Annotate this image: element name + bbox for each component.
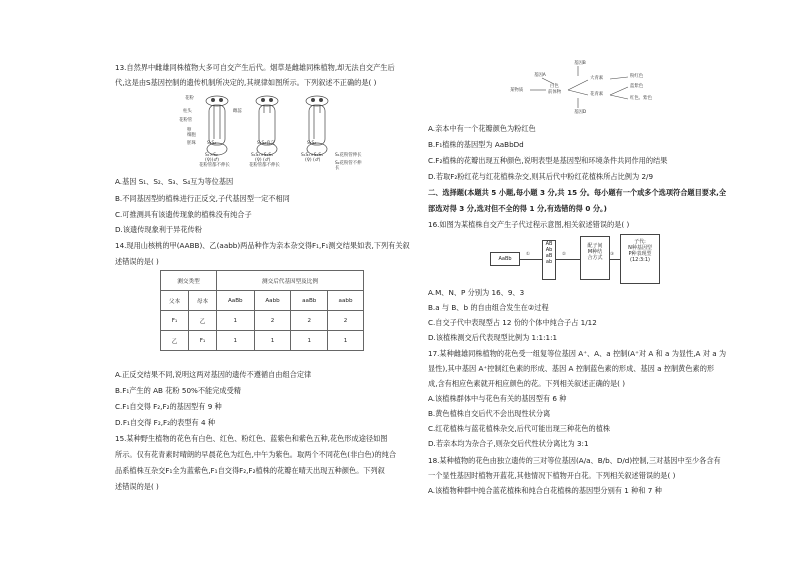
label-egg: 卵 — [187, 128, 192, 133]
label-pollen-tube: 花粉管 — [179, 118, 193, 123]
step2-label: ② — [562, 252, 566, 257]
table-cell: 1 — [291, 331, 328, 351]
white-label: 白色 — [550, 84, 559, 89]
q16-option-a: A.M、N、P 分别为 16、9、3 — [428, 288, 525, 297]
q17-option-d: D.若亲本均为杂合子,则杂交后代性状分离比为 3:1 — [428, 439, 589, 448]
gene-b-label: 基因B — [574, 61, 586, 66]
g1-cap1: (♀)(♂) — [205, 158, 220, 163]
arrow-line-2 — [556, 259, 580, 260]
gene-a-label: 基因A — [534, 73, 546, 78]
th-result: 测交后代基因型及比例 — [217, 271, 364, 291]
th-aabb1: AaBb — [217, 291, 255, 311]
pathway-arrows — [510, 58, 670, 118]
table-cell: 2 — [291, 311, 328, 331]
pigment2-label: 花青素 — [590, 92, 604, 97]
section2-heading-line1: 二、选择题(本题共 5 小题,每小题 3 分,共 15 分。每小题有一个或多个选项符合题目要求,全 — [428, 188, 727, 197]
g3-cap2: S₁花粉管伸长 — [335, 153, 362, 158]
q17-option-b: B.黄色植株自交后代不会出现性状分离 — [428, 409, 551, 418]
q14-option-a: A.正反交结果不同,说明这两对基因的遗传不遵循自由组合定律 — [115, 370, 312, 379]
table-cell: 1 — [217, 331, 255, 351]
q17-option-c: C.红花植株与蓝花植株杂交,后代可能出现三种花色的植株 — [428, 424, 611, 433]
arrow-line-3 — [610, 259, 620, 260]
label-style: 柱头 — [183, 109, 192, 114]
table-cell: 2 — [328, 311, 364, 331]
step3-label: ③ — [610, 252, 614, 257]
q16-option-c: C.自交子代中表现型占 12 份的个体中纯合子占 1/12 — [428, 318, 597, 327]
q14-table — [160, 270, 364, 351]
th-aabb2: Aabb — [254, 291, 291, 311]
table-cell: 1 — [328, 331, 364, 351]
gene-d-label: 基因D — [574, 110, 587, 115]
gametes-box — [542, 240, 556, 280]
table-cell: 乙 — [189, 311, 217, 331]
q17-stem-line1: 17.某种雌雄同株植物的花色受一组复等位基因 A⁺、A、a 控制(A⁺对 A 和 a 为显性,A 对 a 为 — [428, 349, 727, 358]
table-cell: 1 — [254, 331, 291, 351]
g3-cap1: (♀) (♂) — [305, 158, 321, 163]
result-red-purple: 红色、紫色 — [630, 96, 652, 101]
q15-stem-line3: 品系植株互杂交F₁全为蓝紫色,F₁自交得F₂,F₂植株的花瓣在晴天出现五种颜色。下列叙 — [115, 466, 385, 475]
q15-option-a: A.亲本中有一个花瓣颜色为粉红色 — [428, 124, 536, 133]
table-cell: F₁ — [189, 331, 217, 351]
result-pink: 粉红色 — [630, 74, 644, 79]
offspring-line4: (12:3:1) — [630, 257, 650, 263]
q18-stem-line1: 18.某种植物的花色由独立遗传的三对等位基因(A/a、B/b、D/d)控制,三对基因中至少各含有 — [428, 456, 721, 465]
g3-bot2: S₁S₂×S₃S₄ — [301, 153, 323, 158]
q15-stem-line1: 15.某种野生植物的花色有白色、红色、粉红色、蓝紫色和紫色五种,花色形成途径如图 — [115, 434, 388, 443]
g3-cap3: S₂花粉管不伸长 — [335, 161, 362, 171]
section2-heading-line2: 部选对得 3 分,选对但不全的得 1 分,有选错的得 0 分。) — [428, 204, 607, 213]
q13-figure — [179, 91, 365, 171]
result-bluepurple: 蓝紫色 — [630, 84, 644, 89]
q14-option-b: B.F₁产生的 AB 花粉 50%不能完成受精 — [115, 386, 241, 395]
g1-cap2: 花粉管都不伸长 — [199, 163, 230, 168]
label-pistil: 雌蕊 — [233, 109, 242, 114]
precursor-label: 前体物 — [548, 90, 562, 95]
q15-pathway-figure — [510, 58, 670, 118]
table-cell: 1 — [217, 311, 255, 331]
g1-bot1: S₁S₂ — [207, 141, 217, 146]
th-aabb3: aaBb — [291, 291, 328, 311]
offspring-line3: P种表现型 — [628, 251, 652, 257]
label-cell: 细胞 — [187, 133, 196, 138]
g2-bot1: S₁S₂自交 — [257, 141, 275, 146]
offspring-line2: N种基因型 — [628, 245, 652, 251]
mating-line3: 合方式 — [587, 255, 603, 261]
q13-option-a: A.基因 S₁、S₂、S₃、S₄互为等位基因 — [115, 177, 234, 186]
q13-stem-line1: 13.自然界中雌雄同株植物大多可自交产生后代。烟草是雌雄同株植物,却无法自交产生后 — [115, 63, 395, 72]
label-pollen: 花粉 — [185, 96, 194, 101]
q15-stem-line2: 所示。仅有花青素时晴朗的早晨花色为红色,中午为紫色。取两个不同花色(非白色)的纯合 — [115, 450, 397, 459]
table-row — [161, 331, 364, 351]
label-ovule: 胚珠 — [187, 141, 196, 146]
q17-stem-line3: 成,含有相应色素就开相应颜色的花。下列相关叙述正确的是( ) — [428, 379, 626, 388]
g2-cap2: 花粉管都不伸长 — [249, 163, 280, 168]
table-cell: F₁ — [161, 311, 189, 331]
q16-option-d: D.该植株测交后代表现型比例为 1:1:1:1 — [428, 333, 558, 342]
g1-bot2: S₁×S₂ — [205, 153, 218, 158]
pigment1-label: 大青素 — [590, 76, 604, 81]
q13-option-d: D.该遗传现象利于异花传粉 — [115, 225, 202, 234]
gamete-ab-1: AB — [545, 241, 553, 247]
g3-bot1: S₁S₂ — [307, 141, 317, 146]
g2-cap1: (♀) (♂) — [255, 158, 271, 163]
th-father: 父本 — [161, 291, 189, 311]
gamete-ab-2: Ab — [545, 247, 553, 253]
g2-bot2: S₁S₂×S₃S₄ — [251, 153, 273, 158]
table-row — [161, 311, 364, 331]
q16-option-b: B.a 与 B、b 的自由组合发生在②过程 — [428, 303, 549, 312]
th-cross-type: 测交类型 — [161, 271, 217, 291]
th-mother: 母本 — [189, 291, 217, 311]
q14-option-d: D.F₁自交得 F₂,F₂的表型有 4 种 — [115, 418, 216, 427]
q18-option-a: A.该植物种群中纯合蓝花植株和纯合白花植株的基因型分别有 1 种和 7 种 — [428, 486, 662, 495]
mating-line1: 配子间 — [587, 243, 603, 249]
q13-stem-line2: 代,这是由S基因控制的遗传机制所决定的,其规律如图所示。下列叙述不正确的是( ) — [115, 78, 377, 87]
th-aabb4: aabb — [328, 291, 364, 311]
q14-stem-line2: 述错误的是( ) — [115, 257, 159, 266]
gamete-ab-4: ab — [545, 259, 553, 265]
q14-option-c: C.F₁自交得 F₂,F₂的基因型有 9 种 — [115, 402, 222, 411]
q17-stem-line2: 显性),其中基因 A⁺控制红色素的形成、基因 A 控制蓝色素的形成、基因 a 控制黄色素的形 — [428, 364, 715, 373]
q15-option-c: C.F₂植株的花瓣出现五种颜色,说明表型是基因型和环境条件共同作用的结果 — [428, 156, 668, 165]
q14-stem-line1: 14.现用山核桃的甲(AABB)、乙(aabb)两品种作为亲本杂交得F₁,F₁测交结果如表,下列有关叙 — [115, 241, 410, 250]
q15-option-d: D.若取F₂粉红花与红花植株杂交,则其后代中粉红花植株所占比例为 2/9 — [428, 172, 654, 181]
gamete-ab-3: aB — [545, 253, 553, 259]
mating-line2: M种结 — [587, 249, 603, 255]
q16-process-figure — [490, 232, 690, 288]
table-cell: 2 — [254, 311, 291, 331]
step1-label: ① — [526, 252, 530, 257]
offspring-box — [620, 234, 660, 284]
mating-box — [580, 236, 610, 280]
q13-option-b: B.不同基因型的植株进行正反交,子代基因型一定不相同 — [115, 194, 290, 203]
offspring-line1: 子代: — [634, 239, 646, 245]
table-cell: 乙 — [161, 331, 189, 351]
q18-stem-line2: 一个显性基因时植物开蓝花,其他情况下植物开白花。下列相关叙述错误的是( ) — [428, 471, 676, 480]
q15-stem-line4: 述错误的是( ) — [115, 482, 159, 491]
arrow-line-1 — [520, 259, 542, 260]
q17-option-a: A.该植株群体中与花色有关的基因型有 6 种 — [428, 394, 567, 403]
substance-label: 某物质 — [510, 88, 524, 93]
q13-option-c: C.可推测具有该遗传现象的植株没有纯合子 — [115, 210, 252, 219]
q16-stem: 16.如图为某植株自交产生子代过程示意图,相关叙述错误的是( ) — [428, 220, 630, 229]
parent-box: AaBb — [490, 252, 520, 266]
q15-option-b: B.F₁植株的基因型为 AaBbDd — [428, 140, 524, 149]
